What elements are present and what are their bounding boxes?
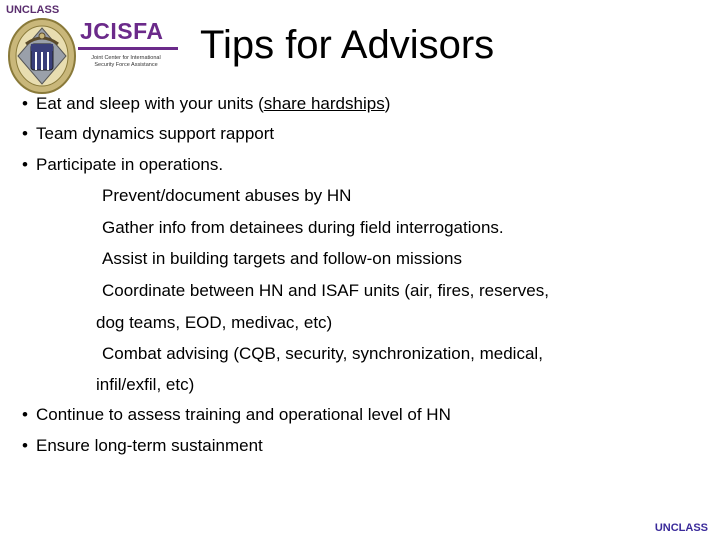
logo-title: JCISFA (80, 18, 164, 44)
jcisfa-seal-icon (6, 14, 78, 96)
sub-item-continuation: infil/exfil, etc) (96, 375, 195, 394)
sub-item-continuation: dog teams, EOD, medivac, etc) (96, 313, 333, 332)
sub-item: Coordinate between HN and ISAF units (air, fires, reserves, (102, 281, 549, 300)
bullet-text: Participate in operations. (36, 155, 224, 174)
bullet-underlined-text: share hardships (263, 94, 385, 113)
logo-bar (78, 47, 178, 50)
classification-marking-bottom: UNCLASS (654, 522, 708, 534)
bullet-item: • Ensure long-term sustainment (22, 436, 263, 455)
sub-item: Combat advising (CQB, security, synchronization, medical, (102, 344, 543, 363)
bullet-text: Team dynamics support rapport (36, 124, 275, 143)
bullet-text: Continue to assess training and operational level of HN (36, 405, 451, 424)
bullet-text-suffix: ) (384, 94, 391, 113)
bullet-item: • Participate in operations. (22, 155, 224, 174)
bullet-text: Ensure long-term sustainment (36, 436, 263, 455)
bullet-item: • Eat and sleep with your units (share hardships) (22, 94, 391, 113)
page-title: Tips for Advisors (200, 23, 495, 67)
bullet-item: • Team dynamics support rapport (22, 124, 275, 143)
classification-marking-top: UNCLASS (6, 4, 60, 16)
sub-item: Gather info from detainees during field interrogations. (102, 218, 504, 237)
sub-item: Assist in building targets and follow-on missions (102, 249, 463, 268)
jcisfa-logo (78, 18, 178, 69)
bullet-text: Eat and sleep with your units ( (36, 94, 264, 113)
bullet-item: • Continue to assess training and operational level of HN (22, 405, 451, 424)
logo-subtitle: Joint Center for International Security Force Assistance (91, 55, 161, 68)
sub-item: Prevent/document abuses by HN (102, 186, 352, 205)
